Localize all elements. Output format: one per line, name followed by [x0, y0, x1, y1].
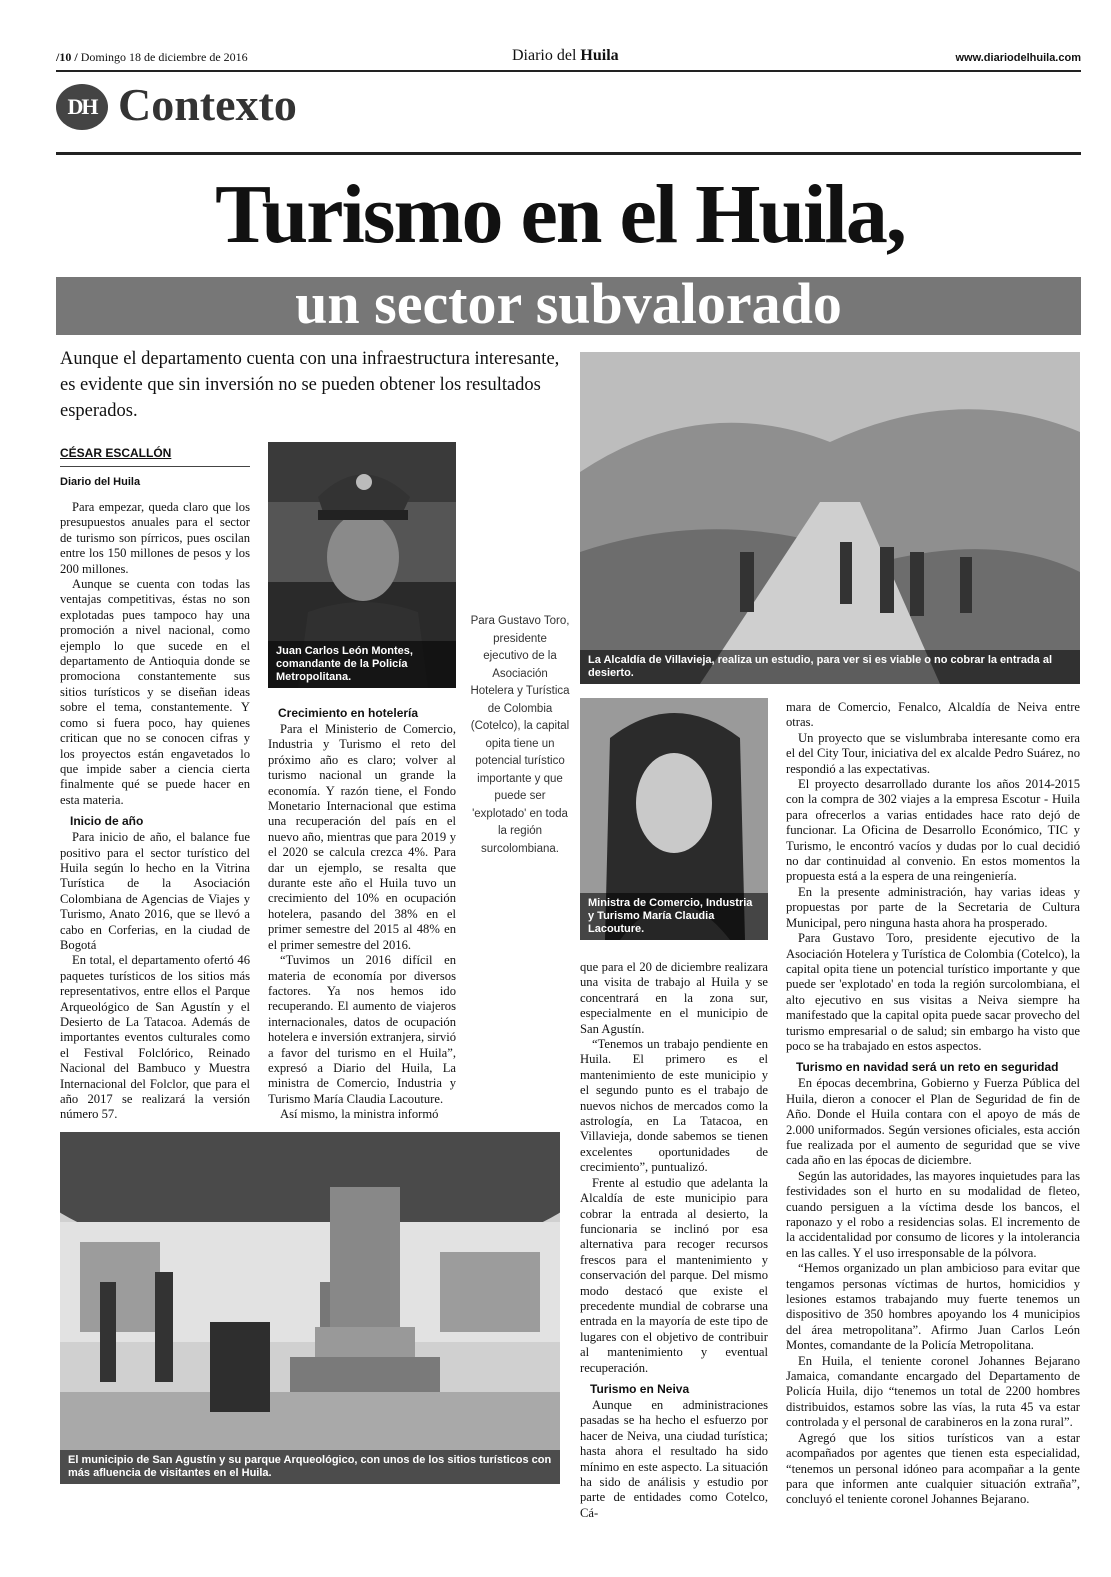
article-column-2: Crecimiento en hotelería Para el Ministerio de Comercio, Industria y Turismo el reto del próximo año es claro; volver al turismo nacional un grande la economía. Y razón tiene, el Fondo Monetario Internacional que estima una recuperación del país en el nuevo año, mientras que para 2019 y el 2020 se calcula crezca 4%. Para dar un ejemplo, se resalta que durante este año el Huila tuvo un crecimiento del 10% en ocupación hotelera, pasando del 38% en el primer semestre del 2015 al 48% en el primer semestre del 2016. “Tuvimos un 2016 difícil en materia de economía por diversos factores. Ya nos hemos ido recuperando. El aumento de viajeros internacionales, datos de ocupación hotelera e inversión extranjera, sirvió a favor del turismo en el Huila”, expresó a Diario del Huila, La ministra de Comercio, Industria y Turismo María Claudia Lacouture. Así mismo, la ministra informó [268, 706, 456, 1122]
article-column-1: Para empezar, queda claro que los presupuestos anuales para el sector de turismo son pírricos, pues oscilan entre los 150 millones de pesos y los 200 millones. Aunque se cuenta con todas las ventajas competitivas, éstas no son explotadas pues tampoco hay una promoción a nivel nacional, como ejemplo lo que sucede en el departamento de Antioquia donde se promociona constantemente sus sitios turísticos y se diseñan ideas sobre el tema, constantemente. Y como si fuera poco, hay quienes critican que no se conocen cifras y los proyectos están engavetados lo que impide saber a ciencia cierta finalmente qué se puede hacer en esta materia. Inicio de año Para inicio de año, el balance fue positivo para el sector turístico del Huila según lo hecho en la Vitrina Turística de la Asociación Colombiana de Agencias de Viajes y Turismo, Anato 2016, que se llevó a cabo en Corferias, en la ciudad de Bogotá En total, el departamento ofertó 46 paquetes turísticos de los sitios más representativos, entre ellos el Parque Arqueológico de San Agustín y el Desierto de La Tatacoa. Además de importantes eventos culturales como el Festival Folclórico, Reinado Nacional del Bambuco y Muestra Internacional del Folclor, que para el año 2017 se realizará la versión número 57. [60, 500, 250, 1122]
desert-photo [580, 352, 1080, 684]
lead-paragraph: Aunque el departamento cuenta con una infraestructura interesante, es evidente que sin inversión no se pueden obtener los resultados esperados. [60, 349, 560, 421]
byline-author: CÉSAR ESCALLÓN [60, 446, 172, 460]
article-column-4: mara de Comercio, Fenalco, Alcaldía de Neiva entre otras. Un proyecto que se vislumbraba interesante como era el del City Tour, iniciativa del ex alcalde Pedro Suárez, no respondió a las expectativas. El proyecto desarrollado durante los años 2014-2015 con la compra de 302 viajes a la empresa Escotur - Huila para ofrecerlos a varias entidades hace rato dejó de funcionar. La Oficina de Desarrollo Económico, TIC y Turismo, le encontró vacíos y dudas por lo cual decidió no dar continuidad al convenio. En estos momentos la propuesta está a la espera de una reingeniería. En la presente administración, hay varias ideas y propuestas por parte de la Secretaria de Cultura Municipal, pero ninguna hasta ahora ha prosperado. Para Gustavo Toro, presidente ejecutivo de la Asociación Hotelera y Turística de Colombia (Cotelco), la capital opita tiene un potencial turístico importante y que puede ser 'explotado' en toda la región surcolombiana, el alto ejecutivo en sus visitas a Neiva siempre ha manifestado que la capital opita puede sacar provecho del turismo empresarial o de salud; sin embargo ha visto que poco se ha trabajado en estos aspectos. Turismo en navidad será un reto en seguridad En épocas decembrina, Gobierno y Fuerza Pública del Huila, dieron a conocer el Plan de Seguridad de fin de Año. Donde el Huila contara con el apoyo de más de 2.000 uniformados. Según versiones oficiales, esta acción fue realizada por el aumento de seguridad que se vive cada año en las épocas de diciembre. Según las autoridades, las mayores inquietudes para las festividades son el hurto en su modalidad de fleteo, cuando persiguen a la víctima desde los bancos, el raponazo y el robo a residencias solas. El incremento de la accidentalidad por consumo de licores y la intolerancia en las calles. Y el uso irresponsable de la pólvora. “Hemos organizado un plan ambicioso para evitar que tengamos personas víctimas de hurtos, homicidios y lesiones estamos trabajando muy fuerte tenemos un dispositivo de 350 hombres apoyando los 4 municipios del área metropolitana”. Afirmo Juan Carlos León Montes, comandante de la Policía Metropolitana. En Huila, el teniente coronel Johannes Bejarano Jamaica, comandante encargado del Departamento de Policía Huila, dijo “tenemos un total de 2200 hombres distribuidos, estamos sobre las vías, la ruta 45 va estar controlada y el personal de carabineros en la zona rural”. Agregó que los sitios turísticos van a estar acompañados por agentes que tienen esta especialidad, “tenemos un personal idóneo para acompañar a la gente para que informen ante cualquier situación extraña”, concluyó el teniente coronel Johannes Bejarano. [786, 700, 1080, 1507]
page-number: 10 [59, 50, 72, 64]
dh-logo: DH [56, 84, 108, 130]
subhead-neiva: Turismo en Neiva [590, 1381, 690, 1396]
section-rule [56, 152, 1081, 155]
desert-image [580, 352, 1080, 684]
page-info: /10 / Domingo 18 de diciembre de 2016 [56, 50, 248, 64]
byline-rule [60, 466, 250, 467]
police-photo [268, 442, 456, 688]
park-photo [60, 1132, 560, 1484]
minister-photo [580, 698, 768, 940]
header-rule [56, 70, 1081, 72]
subhead-navidad: Turismo en navidad será un reto en seguridad [796, 1060, 1059, 1075]
police-caption: Juan Carlos León Montes, comandante de la Policía Metropolitana. [268, 641, 456, 688]
desert-caption: La Alcaldía de Villavieja, realiza un estudio, para ver si es viable o no cobrar la entrada al desierto. [580, 650, 1080, 684]
headline: Turismo en el Huila, [215, 168, 905, 261]
byline-source: Diario del Huila [60, 476, 141, 488]
park-image [60, 1132, 560, 1484]
section-title: Contexto [118, 79, 297, 130]
subhead-inicio: Inicio de año [70, 814, 144, 829]
minister-caption: Ministra de Comercio, Industria y Turismo María Claudia Lacouture. [580, 893, 768, 940]
site-url[interactable]: www.diariodelhuila.com [955, 52, 1081, 64]
subheadline: un sector subvalorado [295, 271, 842, 336]
pull-quote: Para Gustavo Toro, presidente ejecutivo de la Asociación Hotelera y Turística de Colombia (Cotelco), la capital opita tiene un potencial turístico importante y que puede ser 'explotado' en toda la región surcolombiana. [470, 615, 570, 855]
park-caption: El municipio de San Agustín y su parque Arqueológico, con unos de los sitios turísticos con más afluencia de visitantes en el Huila. [60, 1450, 560, 1484]
issue-date: Domingo 18 de diciembre de 2016 [80, 50, 248, 64]
subhead-hoteleria: Crecimiento en hotelería [278, 706, 419, 720]
article-column-3: que para el 20 de diciembre realizara una visita de trabajo al Huila y se concentrará en la zona sur, especialmente en el municipio de San Agustín. “Tenemos un trabajo pendiente en Huila. El primero es el mantenimiento de este municipio y el segundo punto es el trabajo de nuevos nichos de mercados como la astrología, en La Tatacoa, en Villavieja, donde sabemos se tienen excelentes oportunidades de crecimiento”, puntualizó. Frente al estudio que adelanta la Alcaldía de este municipio para cobrar la entrada al desierto, la funcionaria se inclinó por esa alternativa para recoger recursos frescos para el mantenimiento y conservación del parque. Del mismo modo destacó que existe el precedente mundial de cobrarse una entrada en la mayoría de este tipo de lugares con el objetivo de contribuir al mantenimiento y eventual recuperación. Turismo en Neiva Aunque en administraciones pasadas se ha hecho el esfuerzo por hacer de Neiva, una ciudad turística; hasta ahora el resultado ha sido mínimo en este aspecto. La situación ha sido de análisis y estudio por parte de entidades como Cotelco, Cá- [580, 960, 768, 1520]
masthead: Diario del Huila [512, 47, 619, 64]
